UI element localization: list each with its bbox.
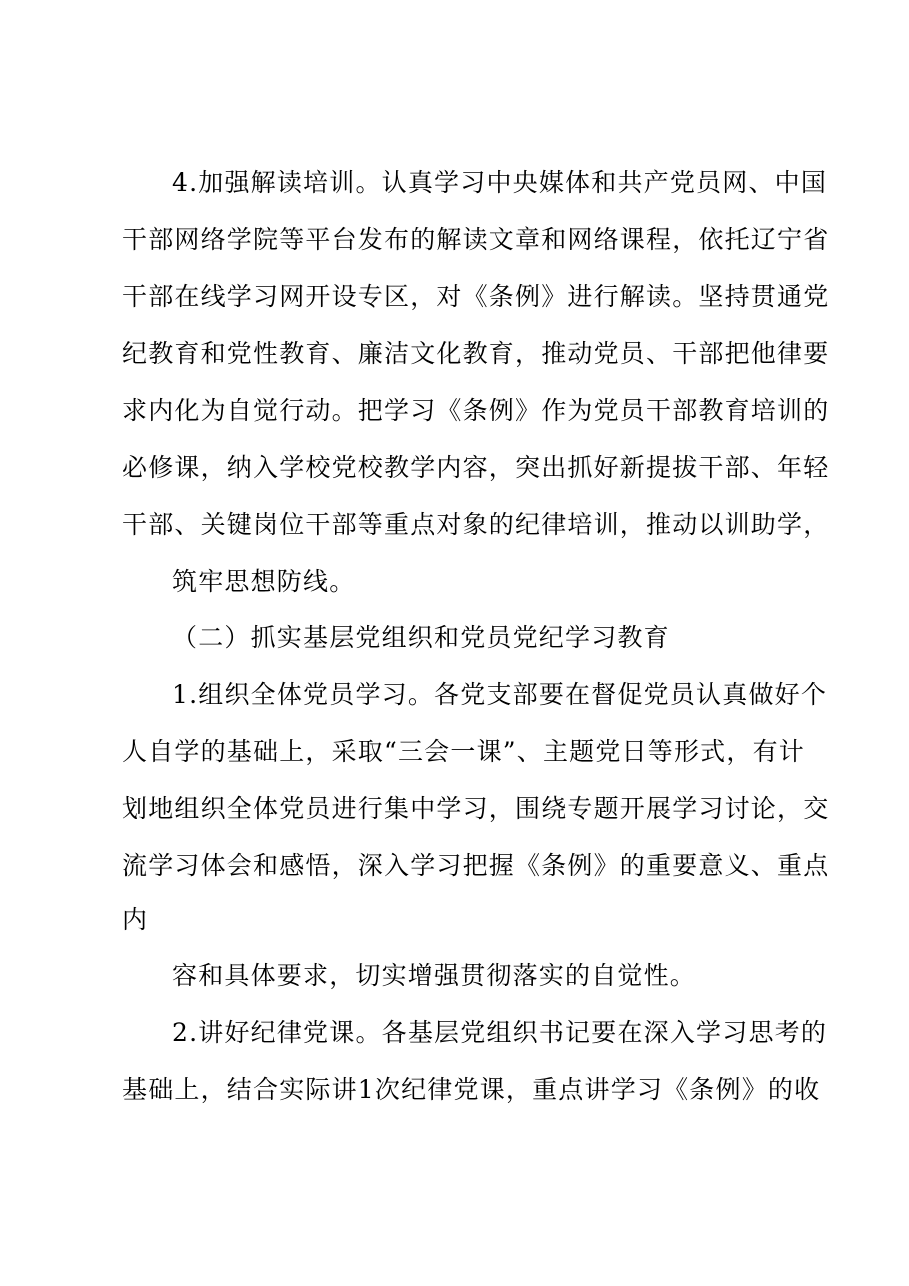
paragraph-line: 内 (122, 905, 149, 934)
paragraph-line: 干部、关键岗位干部等重点对象的纪律培训，推动以训助学， (122, 510, 830, 539)
paragraph-line: 干部网络学院等平台发布的解读文章和网络课程，依托辽宁省 (122, 225, 830, 254)
paragraph-line: 基础上，结合实际讲1次纪律党课，重点讲学习《条例》的收 (122, 1075, 821, 1104)
paragraph-line: 筑牢思想防线。 (172, 567, 356, 596)
paragraph-line: 干部在线学习网开设专区，对《条例》进行解读。坚持贯通党 (122, 282, 830, 311)
paragraph-line: 划地组织全体党员进行集中学习，围绕专题开展学习讨论，交 (122, 794, 830, 823)
paragraph-line: 求内化为自觉行动。把学习《条例》作为党员干部教育培训的 (122, 396, 830, 425)
paragraph-line: 必修课，纳入学校党校教学内容，突出抓好新提拔干部、年轻 (122, 453, 830, 482)
section-heading: （二）抓实基层党组织和党员党纪学习教育 (172, 623, 670, 652)
paragraph-line: 纪教育和党性教育、廉洁文化教育，推动党员、干部把他律要 (122, 339, 830, 368)
paragraph-line: 2.讲好纪律党课。各基层党组织书记要在深入学习思考的 (172, 1018, 828, 1047)
paragraph-line: 1.组织全体党员学习。各党支部要在督促党员认真做好个 (172, 680, 828, 709)
paragraph-line: 流学习体会和感悟，深入学习把握《条例》的重要意义、重点 (122, 851, 830, 880)
paragraph-line: 容和具体要求，切实增强贯彻落实的自觉性。 (172, 961, 697, 990)
paragraph-line: 人自学的基础上，采取“三会一课”、主题党日等形式，有计 (122, 737, 805, 766)
paragraph-line: 4.加强解读培训。认真学习中央媒体和共产党员网、中国 (172, 168, 828, 197)
